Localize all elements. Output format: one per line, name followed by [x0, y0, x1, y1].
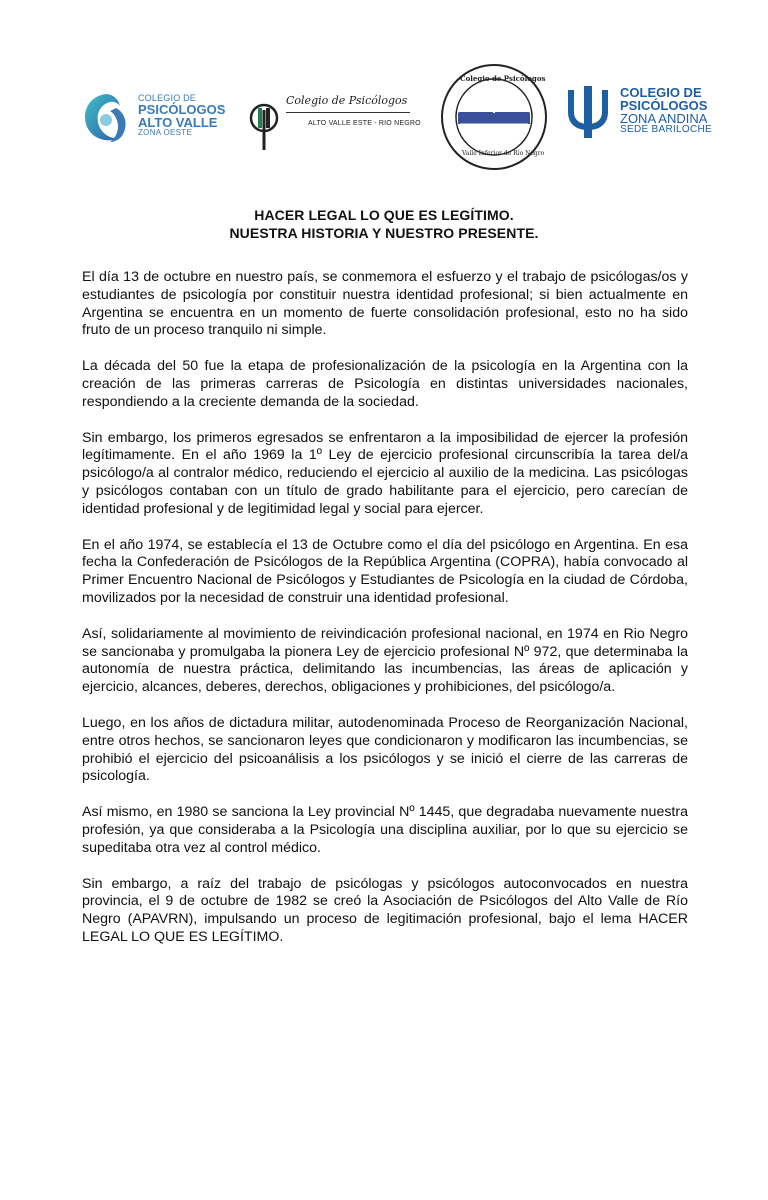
logo-valle-inferior: [438, 62, 550, 172]
psi-trident-icon: [560, 84, 616, 140]
logo2-subtitle: ALTO VALLE ESTE - RIO NEGRO: [308, 120, 421, 127]
title-line-2: NUESTRA HISTORIA Y NUESTRO PRESENTE.: [229, 225, 539, 241]
logo4-line4: SEDE BARILOCHE: [620, 124, 713, 135]
logo-header: [70, 62, 713, 172]
logo1-line4: ZONA OESTE: [138, 128, 193, 137]
psi-circle-icon: [246, 96, 282, 152]
paragraph-1: El día 13 de octubre en nuestro país, se conmemora el esfuerzo y el trabajo de psicólogas/os y estudiantes de psicología por constituir nuestra identidad profesional; si bien actualmente en Argentina se encuentra en un momento de fuerte consolidación profesional, esto no ha sido fruto de un proceso tranquilo ni simple.: [82, 269, 688, 339]
seal-bottom-text: Valle Inferior de Río Negro: [462, 150, 545, 157]
logo2-divider: [286, 112, 410, 113]
logo1-line2: PSICÓLOGOS: [138, 102, 226, 117]
logo4-line3: ZONA ANDINA: [620, 111, 708, 126]
document-title: [0, 206, 768, 242]
paragraph-4: En el año 1974, se establecía el 13 de Octubre como el día del psicólogo en Argentina. En esa fecha la Confederación de Psicólogos de la República Argentina (COPRA), había convocado al Primer Encuentro Nacional de Psicólogos y Estudiantes de Psicología en la ciudad de Córdoba, movilizados por la necesidad de construir una identidad profesional.: [82, 536, 688, 606]
logo-alto-valle-zona-oeste: [76, 90, 236, 148]
paragraph-2: La década del 50 fue la etapa de profesionalización de la psicología en la Argentina con la creación de las primeras carreras de Psicología en distintas universidades nacionales, respondiendo a la creciente demanda de la sociedad.: [82, 358, 688, 410]
logo1-line1: COLEGIO DE: [138, 93, 197, 103]
seal-top-text: Colegio de Psicólogos: [460, 74, 546, 83]
title-line-1: HACER LEGAL LO QUE ES LEGÍTIMO.: [254, 207, 514, 223]
logo4-line1: COLEGIO DE: [620, 85, 702, 100]
logo1-line3: ALTO VALLE: [138, 115, 218, 130]
logo-zona-andina: [560, 84, 720, 144]
logo-alto-valle-este: [246, 94, 426, 154]
paragraph-6: Luego, en los años de dictadura militar, autodenominada Proceso de Reorganización Nacional, entre otros hechos, se sancionaron leyes que condicionaron y modificaron las incumbencias, se prohibió el ejercicio del psicoanálisis a los psicólogos y se inició el cierre de las carreras de psicología.: [82, 714, 688, 785]
logo1-text: [138, 94, 225, 137]
paragraph-5: Así, solidariamente al movimiento de reivindicación profesional nacional, en 1974 en Rio Negro se sancionaba y promulgaba la pionera Ley de ejercicio profesional Nº 972, que determinaba la autonomía de nuestra práctica, delimitando las incumbencias, las áreas de aplicación y ejercicio, alcances, deberes, derechos, obligaciones y prohibiciones, del psicólogo/a.: [82, 625, 688, 696]
wave-logo-icon: [76, 90, 134, 146]
paragraph-3: Sin embargo, los primeros egresados se enfrentaron a la imposibilidad de ejercer la profesión legítimamente. En el año 1969 la 1º Ley de ejercicio profesional circunscribía la tarea del/a psicólogo/a al contralor médico, reduciendo el ejercicio al auxilio de la medicina. Las psicólogas y psicólogos contaban con un título de grado habilitante para el ejercicio, pero carecían de identidad profesional y de legitimidad legal y social para ejercer.: [82, 429, 688, 517]
logo4-line2: PSICÓLOGOS: [620, 98, 708, 113]
logo4-text: [620, 86, 712, 135]
paragraph-8: Sin embargo, a raíz del trabajo de psicólogas y psicólogos autoconvocados en nuestra provincia, el 9 de octubre de 1982 se creó la Asociación de Psicólogos del Alto Valle de Río Negro (APAVRN), impulsando un proceso de legitimación profesional, bajo el lema HACER LEGAL LO QUE ES LEGÍTIMO.: [82, 875, 688, 945]
paragraph-7: Así mismo, en 1980 se sanciona la Ley provincial Nº 1445, que degradaba nuevamente nuestra profesión, ya que consideraba a la Psicología una disciplina auxiliar, por lo que su ejercicio se supeditaba otra vez al control médico.: [82, 804, 688, 856]
document-body: [82, 269, 688, 965]
logo2-script-title: Colegio de Psicólogos: [286, 94, 408, 107]
